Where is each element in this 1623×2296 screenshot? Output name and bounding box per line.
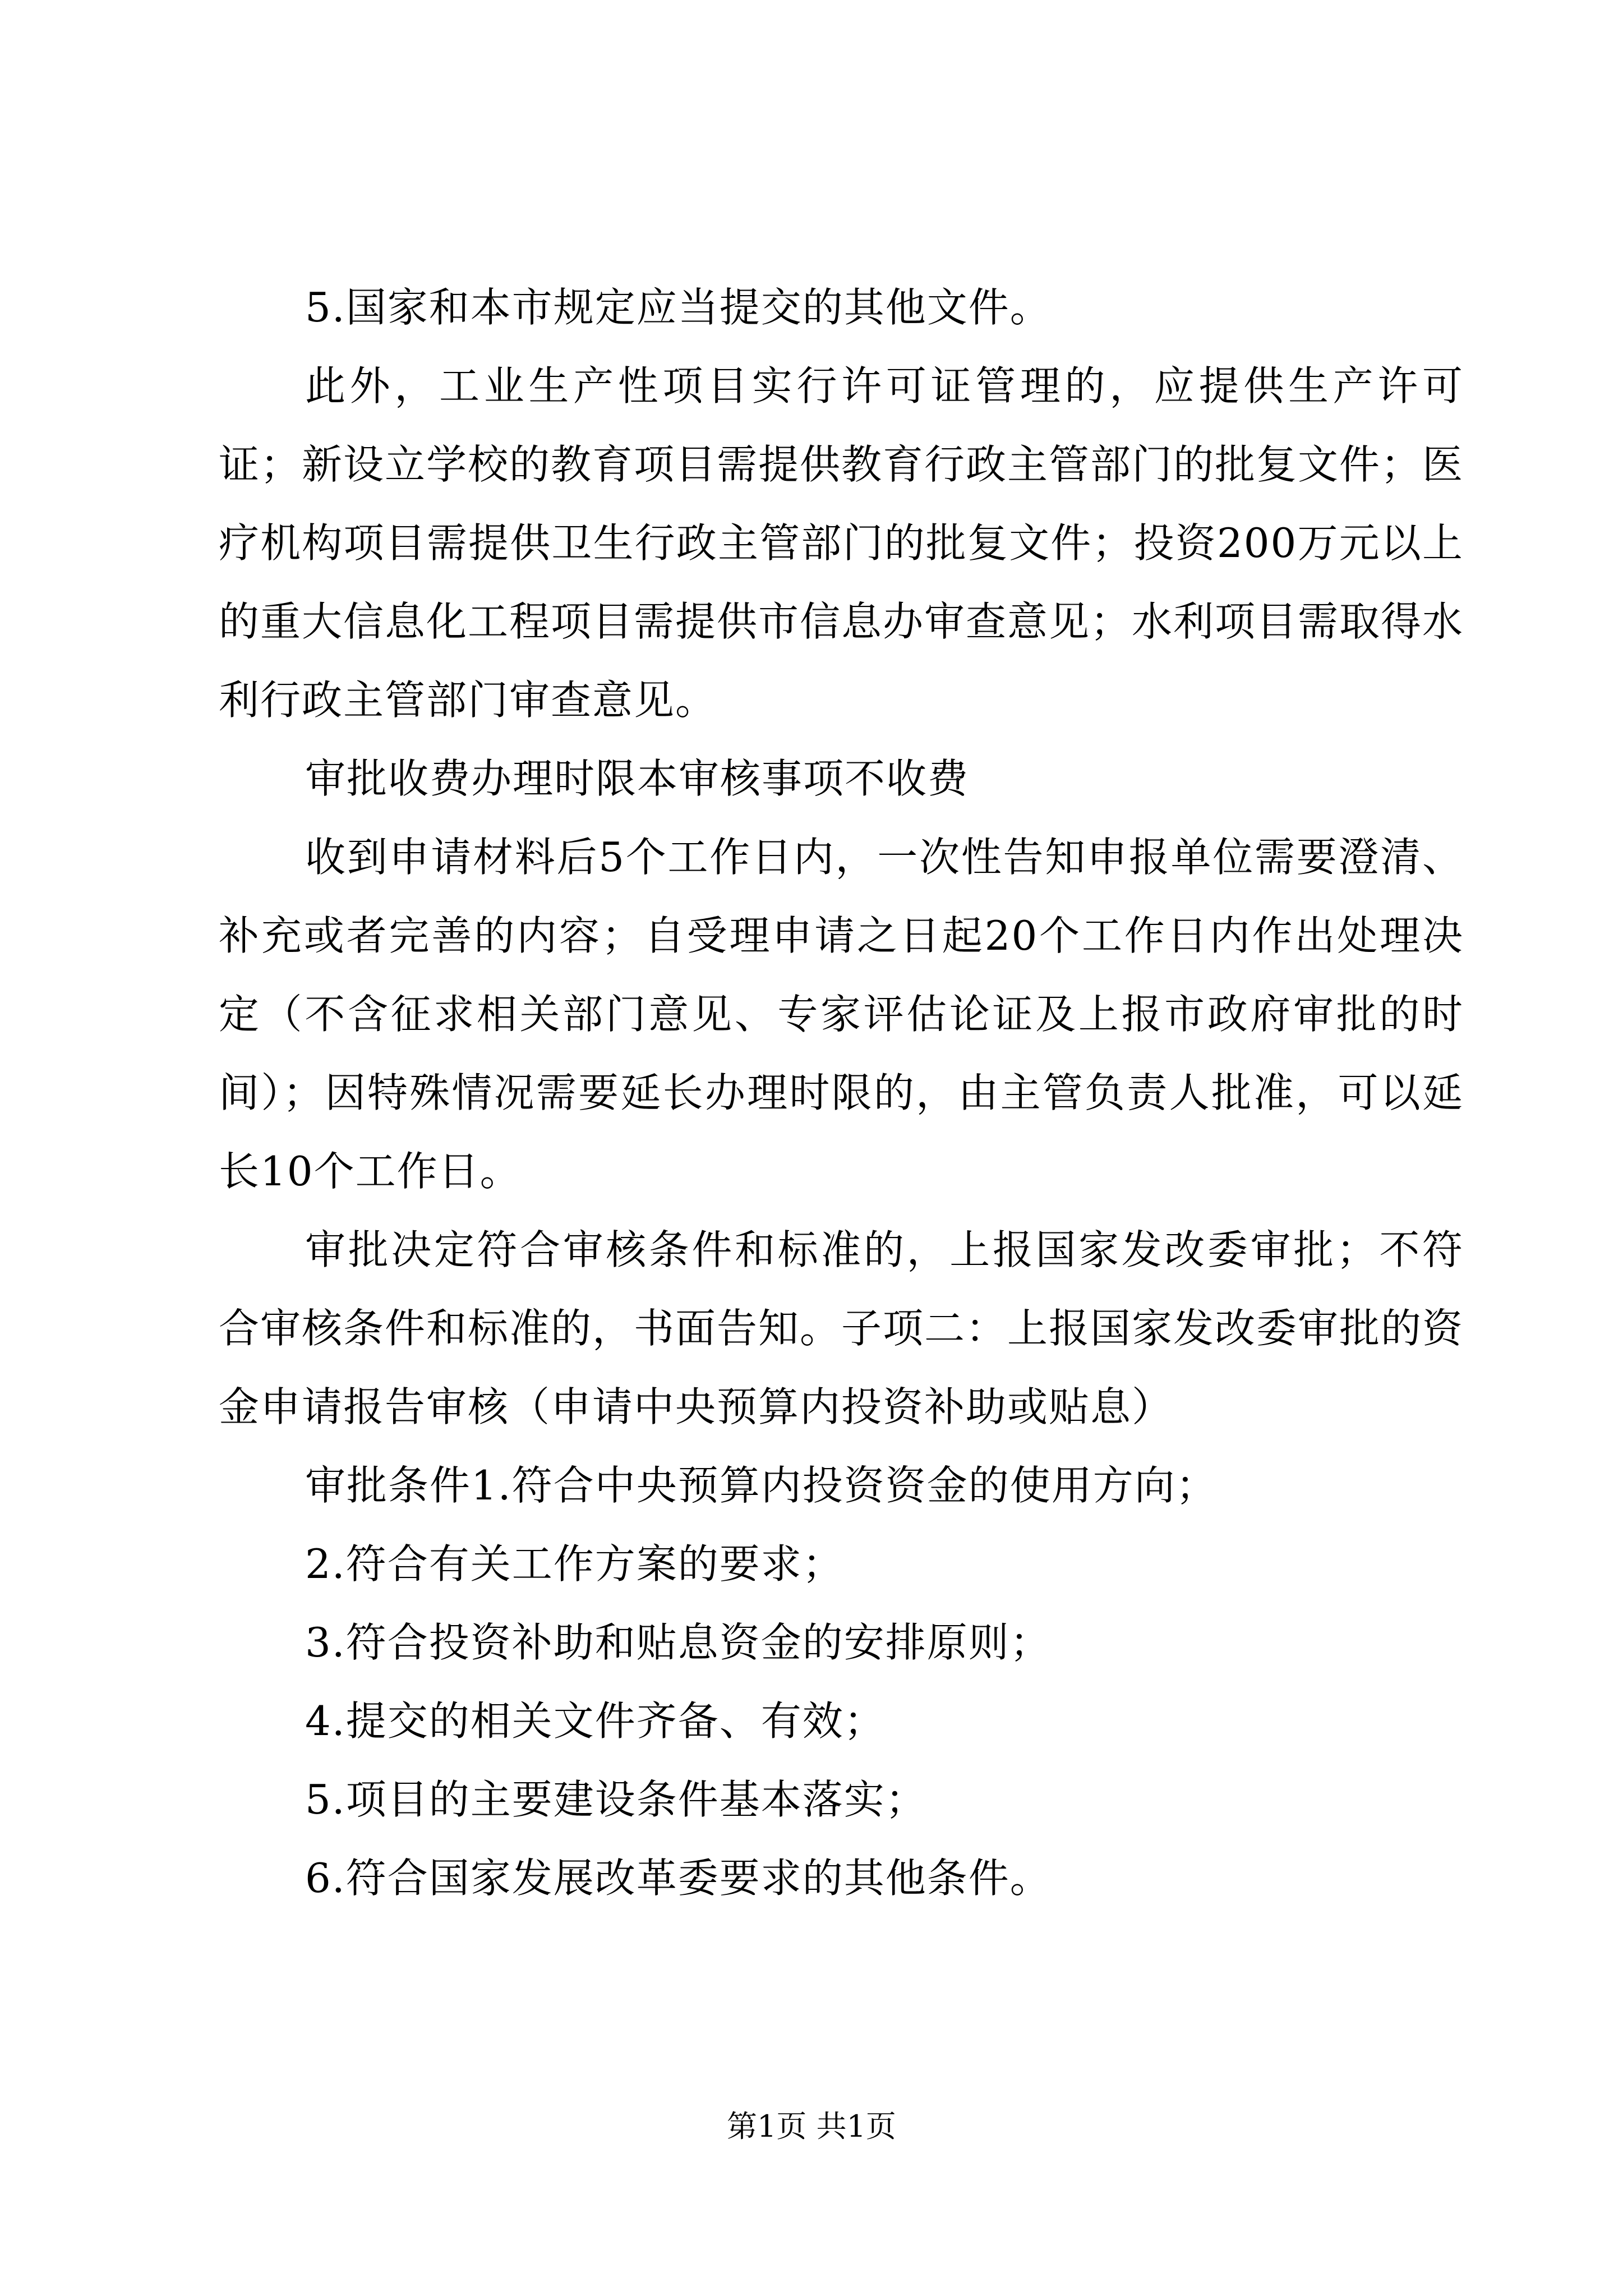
page-footer: 第1页 共1页 — [727, 2109, 896, 2144]
paragraph-6: 审批条件1.符合中央预算内投资资金的使用方向； — [305, 1462, 1218, 1509]
paragraph-1: 5.国家和本市规定应当提交的其他文件。 — [305, 284, 1052, 331]
paragraph-11: 6.符合国家发展改革委要求的其他条件。 — [305, 1855, 1052, 1902]
paragraph-2: 此外，工业生产性项目实行许可证管理的，应提供生产许可证；新设立学校的教育项目需提供教育行政主管部门的批复文件；医疗机构项目需提供卫生行政主管部门的批复文件；投资200万元以上的重大信息化工程项目需提供市信息办审查意见；水利项目需取得水利行政主管部门审查意见。 — [219, 362, 1464, 724]
paragraph-4: 收到申请材料后5个工作日内，一次性告知申报单位需要澄清、补充或者完善的内容；自受理申请之日起20个工作日内作出处理决定（不含征求相关部门意见、专家评估论证及上报市政府审批的时间）；因特殊情况需要延长办理时限的，由主管负责人批准，可以延长10个工作日。 — [219, 834, 1464, 1195]
paragraph-7: 2.符合有关工作方案的要求； — [305, 1540, 844, 1588]
document-body — [219, 268, 1464, 1917]
paragraph-10: 5.项目的主要建设条件基本落实； — [305, 1776, 927, 1823]
paragraph-3: 审批收费办理时限本审核事项不收费 — [305, 755, 970, 802]
paragraph-5: 审批决定符合审核条件和标准的，上报国家发改委审批；不符合审核条件和标准的，书面告知。子项二：上报国家发改委审批的资金申请报告审核（申请中央预算内投资补助或贴息） — [219, 1226, 1464, 1430]
paragraph-8: 3.符合投资补助和贴息资金的安排原则； — [305, 1619, 1052, 1666]
paragraph-9: 4.提交的相关文件齐备、有效； — [305, 1697, 886, 1745]
